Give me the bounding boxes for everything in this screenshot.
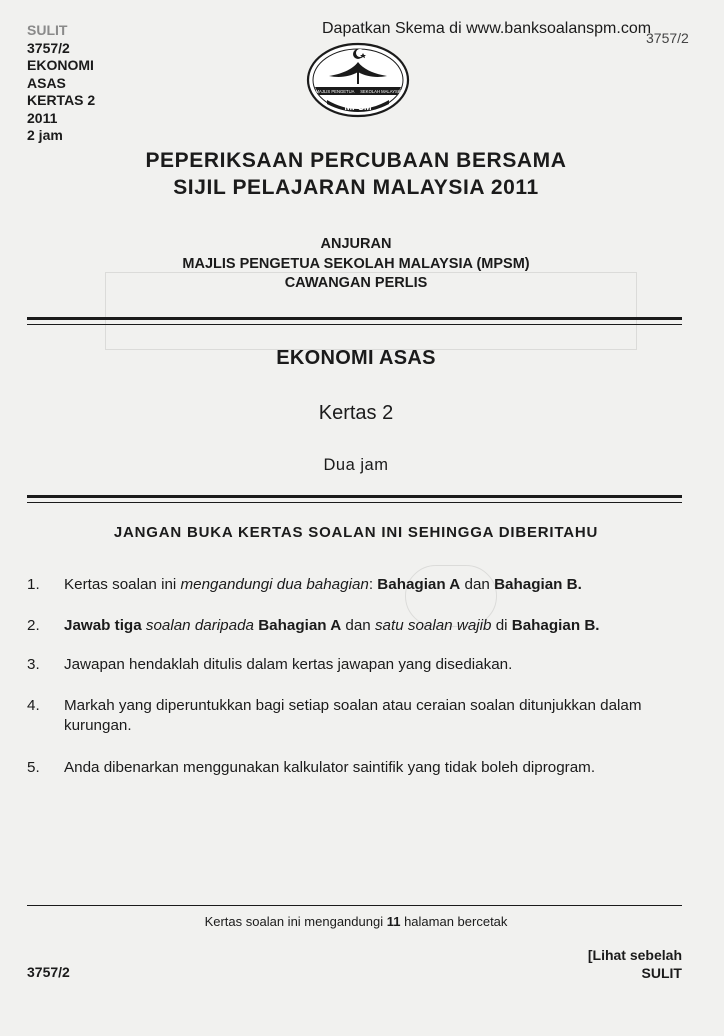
instruction-number: 3. — [27, 656, 40, 673]
instruction-number: 2. — [27, 617, 40, 634]
header-paper: KERTAS 2 — [27, 92, 96, 108]
text-run: : — [368, 576, 378, 593]
instruction-text — [64, 616, 687, 636]
organizer-label: ANJURAN — [320, 236, 392, 252]
paper-number: Kertas 2 — [318, 402, 394, 424]
mpsm-emblem-icon — [305, 40, 411, 118]
text-run: dan — [341, 617, 375, 634]
text-run: Kertas soalan ini — [64, 576, 181, 593]
instruction-text: Markah yang diperuntukkan bagi setiap soalan atau ceraian soalan ditunjukkan dalam kurungan. — [64, 697, 642, 734]
page-count: 11 — [386, 914, 401, 929]
instruction-item — [27, 758, 687, 778]
text-run: Kertas soalan ini mengandungi — [204, 914, 387, 929]
text-run: Jawab tiga — [64, 617, 142, 634]
header-sulit: SULIT — [27, 22, 68, 38]
divider-thin — [27, 502, 682, 503]
see-back-label: [Lihat sebelah — [587, 947, 682, 963]
text-run: Bahagian A — [377, 576, 461, 593]
logo-banner-left: MAJLIS PENGETUA — [315, 89, 355, 94]
text-run: soalan daripada — [141, 617, 259, 634]
logo-caption: MPSM — [344, 102, 372, 112]
instruction-number: 1. — [27, 576, 40, 593]
instruction-item — [27, 696, 687, 736]
footer-right-block — [588, 946, 682, 982]
footer-divider — [27, 905, 682, 906]
organizer-name: MAJLIS PENGETUA SEKOLAH MALAYSIA (MPSM) — [182, 256, 530, 272]
exam-title-line-2: SIJIL PELAJARAN MALAYSIA 2011 — [173, 176, 539, 199]
instruction-item — [27, 575, 687, 595]
instruction-number: 5. — [27, 759, 40, 776]
page-count-note — [0, 914, 712, 929]
mpsm-logo — [305, 40, 411, 118]
paper-code-block — [27, 22, 95, 145]
header-time: 2 jam — [27, 127, 63, 143]
text-run: Bahagian B. — [494, 576, 582, 593]
text-run: dan — [460, 576, 495, 593]
instruction-item — [27, 616, 687, 636]
watermark-text: Dapatkan Skema di www.banksoalanspm.com — [322, 20, 652, 37]
instruction-number: 4. — [27, 697, 40, 714]
header-code-right: 3757/2 — [646, 30, 689, 46]
header-year: 2011 — [27, 109, 58, 126]
text-run: Bahagian A — [258, 617, 342, 634]
header-subject-2: ASAS — [27, 74, 66, 91]
footer-paper-code: 3757/2 — [27, 964, 70, 980]
divider-thin — [27, 324, 682, 325]
instruction-item — [27, 655, 687, 675]
header-subject-1: EKONOMI — [27, 57, 94, 73]
exam-duration: Dua jam — [323, 456, 389, 474]
header-code: 3757/2 — [27, 39, 70, 56]
instruction-text: Jawapan hendaklah ditulis dalam kertas jawapan yang disediakan. — [64, 656, 513, 673]
text-run: Bahagian B. — [511, 617, 600, 634]
footer-sulit: SULIT — [641, 965, 682, 981]
exam-title-line-1: PEPERIKSAAN PERCUBAAN BERSAMA — [145, 149, 567, 172]
do-not-open-warning: JANGAN BUKA KERTAS SOALAN INI SEHINGGA DIBERITAHU — [113, 524, 599, 541]
text-run: halaman bercetak — [400, 914, 508, 929]
text-run: di — [491, 617, 512, 634]
instruction-text — [64, 575, 687, 595]
text-run: mengandungi dua bahagian — [180, 576, 369, 593]
divider-thick — [27, 317, 682, 320]
divider-thick — [27, 495, 682, 498]
organizer-branch: CAWANGAN PERLIS — [284, 275, 428, 291]
logo-banner-right: SEKOLAH MALAYSIA — [360, 89, 402, 94]
instruction-text: Anda dibenarkan menggunakan kalkulator saintifik yang tidak boleh diprogram. — [64, 759, 596, 776]
text-run: satu soalan wajib — [374, 617, 492, 634]
subject-name: EKONOMI ASAS — [276, 347, 436, 369]
